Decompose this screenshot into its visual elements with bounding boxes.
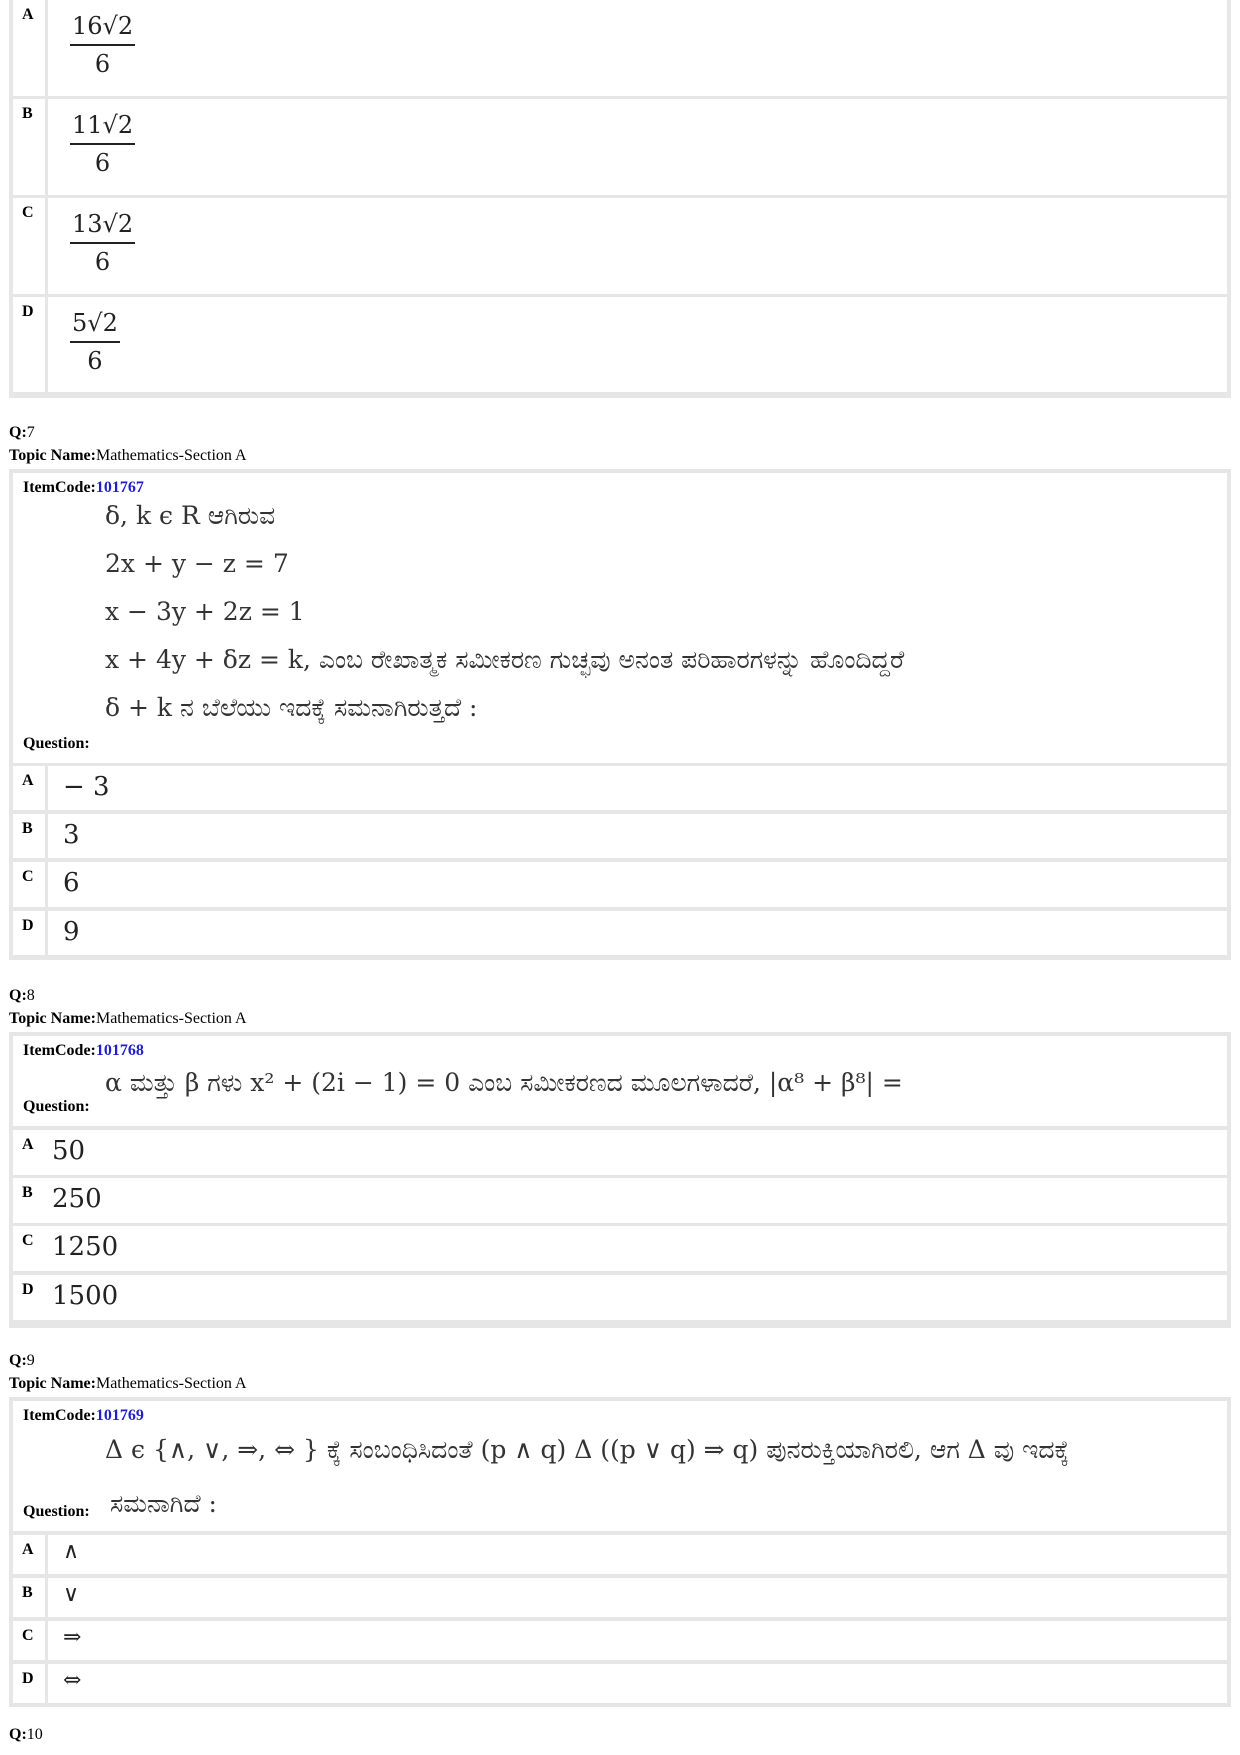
option-row[interactable] bbox=[13, 1226, 1227, 1271]
option-label: D bbox=[22, 1281, 34, 1298]
question-box-9 bbox=[9, 1397, 1231, 1707]
option-label: C bbox=[22, 1232, 34, 1249]
fraction-denominator: 6 bbox=[87, 347, 103, 375]
option-row[interactable] bbox=[13, 862, 1227, 907]
question-line: ಸಮನಾಗಿದೆ : bbox=[110, 1489, 217, 1518]
question-line: δ, k ϵ R ಆಗಿರುವ bbox=[105, 501, 276, 530]
question-number: Q:8 bbox=[9, 987, 35, 1004]
question-panel bbox=[13, 1401, 1227, 1531]
question-label: Question: bbox=[23, 735, 90, 752]
topic-name: Topic Name:Mathematics-Section A bbox=[9, 1375, 247, 1392]
option-value: ∨ bbox=[63, 1582, 80, 1607]
question-number: Q:9 bbox=[9, 1352, 35, 1369]
option-label: A bbox=[22, 772, 34, 789]
q6-options-table bbox=[9, 0, 1231, 398]
fraction-numerator: 13√2 bbox=[70, 210, 135, 244]
question-box-7 bbox=[9, 469, 1231, 960]
option-fraction bbox=[70, 309, 120, 375]
option-row[interactable] bbox=[13, 1664, 1227, 1703]
question-panel bbox=[13, 473, 1227, 763]
option-fraction bbox=[70, 210, 135, 276]
option-label: A bbox=[22, 1136, 34, 1153]
question-number: Q:7 bbox=[9, 424, 35, 441]
question-line: α ಮತ್ತು β ಗಳು x² + (2i − 1) = 0 ಎಂಬ ಸಮೀಕರಣದ ಮೂಲಗಳಾದರೆ, |α⁸ + β⁸| = bbox=[105, 1068, 903, 1097]
option-value: 6 bbox=[63, 868, 80, 898]
option-label: B bbox=[22, 1584, 33, 1601]
question-label: Question: bbox=[23, 1098, 90, 1115]
option-row[interactable] bbox=[13, 99, 1227, 195]
question-label: Question: bbox=[23, 1503, 90, 1520]
option-value: 1500 bbox=[52, 1281, 119, 1311]
option-label: C bbox=[22, 868, 34, 885]
option-value: 250 bbox=[52, 1184, 102, 1214]
fraction-denominator: 6 bbox=[94, 248, 111, 276]
option-label: A bbox=[22, 1541, 34, 1558]
item-code: ItemCode:101769 bbox=[23, 1407, 144, 1424]
option-value: 50 bbox=[52, 1136, 86, 1166]
question-number: Q:10 bbox=[9, 1726, 43, 1743]
question-line: 2x + y − z = 7 bbox=[105, 549, 289, 578]
option-label: C bbox=[22, 204, 34, 221]
option-row[interactable] bbox=[13, 198, 1227, 294]
question-line: δ + k ನ ಬೆಲೆಯು ಇದಕ್ಕೆ ಸಮನಾಗಿರುತ್ತದೆ : bbox=[105, 693, 478, 722]
fraction-denominator: 6 bbox=[94, 50, 111, 78]
option-row[interactable] bbox=[13, 1275, 1227, 1320]
fraction-numerator: 5√2 bbox=[70, 309, 120, 343]
topic-name: Topic Name:Mathematics-Section A bbox=[9, 1010, 247, 1027]
fraction-numerator: 11√2 bbox=[70, 111, 135, 145]
option-value: ∧ bbox=[63, 1539, 80, 1564]
topic-name: Topic Name:Mathematics-Section A bbox=[9, 447, 247, 464]
option-row[interactable] bbox=[13, 911, 1227, 955]
option-label: A bbox=[22, 6, 34, 23]
question-line: x + 4y + δz = k, ಎಂಬ ರೇಖಾತ್ಮಕ ಸಮೀಕರಣ ಗುಚ್ಛವು ಅನಂತ ಪರಿಹಾರಗಳನ್ನು ಹೊಂದಿದ್ದರೆ bbox=[105, 645, 905, 674]
option-label: D bbox=[22, 303, 34, 320]
option-row[interactable] bbox=[13, 0, 1227, 96]
option-label: B bbox=[22, 105, 33, 122]
option-row[interactable] bbox=[13, 1178, 1227, 1223]
option-row[interactable] bbox=[13, 1130, 1227, 1175]
option-label: D bbox=[22, 1670, 34, 1687]
option-value: − 3 bbox=[63, 772, 110, 802]
option-row[interactable] bbox=[13, 1535, 1227, 1574]
question-line: x − 3y + 2z = 1 bbox=[105, 597, 305, 626]
option-row[interactable] bbox=[13, 297, 1227, 392]
question-box-8 bbox=[9, 1032, 1231, 1328]
option-fraction bbox=[70, 12, 135, 78]
option-value: ⇒ bbox=[63, 1625, 82, 1650]
option-row[interactable] bbox=[13, 1621, 1227, 1660]
option-value: 3 bbox=[63, 820, 80, 850]
question-line: Δ ϵ {∧, ∨, ⇒, ⇔ } ಕ್ಕೆ ಸಂಬಂಧಿಸಿದಂತೆ (p ∧ q) Δ ((p ∨ q) ⇒ q) ಪುನರುಕ್ತಿಯಾಗಿರಲಿ, ಆಗ Δ ವು ಇದಕ್ಕೆ bbox=[105, 1435, 1070, 1464]
item-code: ItemCode:101768 bbox=[23, 1042, 144, 1059]
option-value: 9 bbox=[63, 917, 80, 947]
option-label: D bbox=[22, 917, 34, 934]
fraction-denominator: 6 bbox=[94, 149, 111, 177]
option-value: ⇔ bbox=[63, 1668, 82, 1693]
item-code: ItemCode:101767 bbox=[23, 479, 144, 496]
fraction-numerator: 16√2 bbox=[70, 12, 135, 46]
option-row[interactable] bbox=[13, 814, 1227, 858]
option-fraction bbox=[70, 111, 135, 177]
option-value: 1250 bbox=[52, 1232, 119, 1262]
option-row[interactable] bbox=[13, 1578, 1227, 1617]
option-label: B bbox=[22, 1184, 33, 1201]
option-row[interactable] bbox=[13, 766, 1227, 810]
question-panel bbox=[13, 1036, 1227, 1126]
option-label: C bbox=[22, 1627, 34, 1644]
option-label: B bbox=[22, 820, 33, 837]
